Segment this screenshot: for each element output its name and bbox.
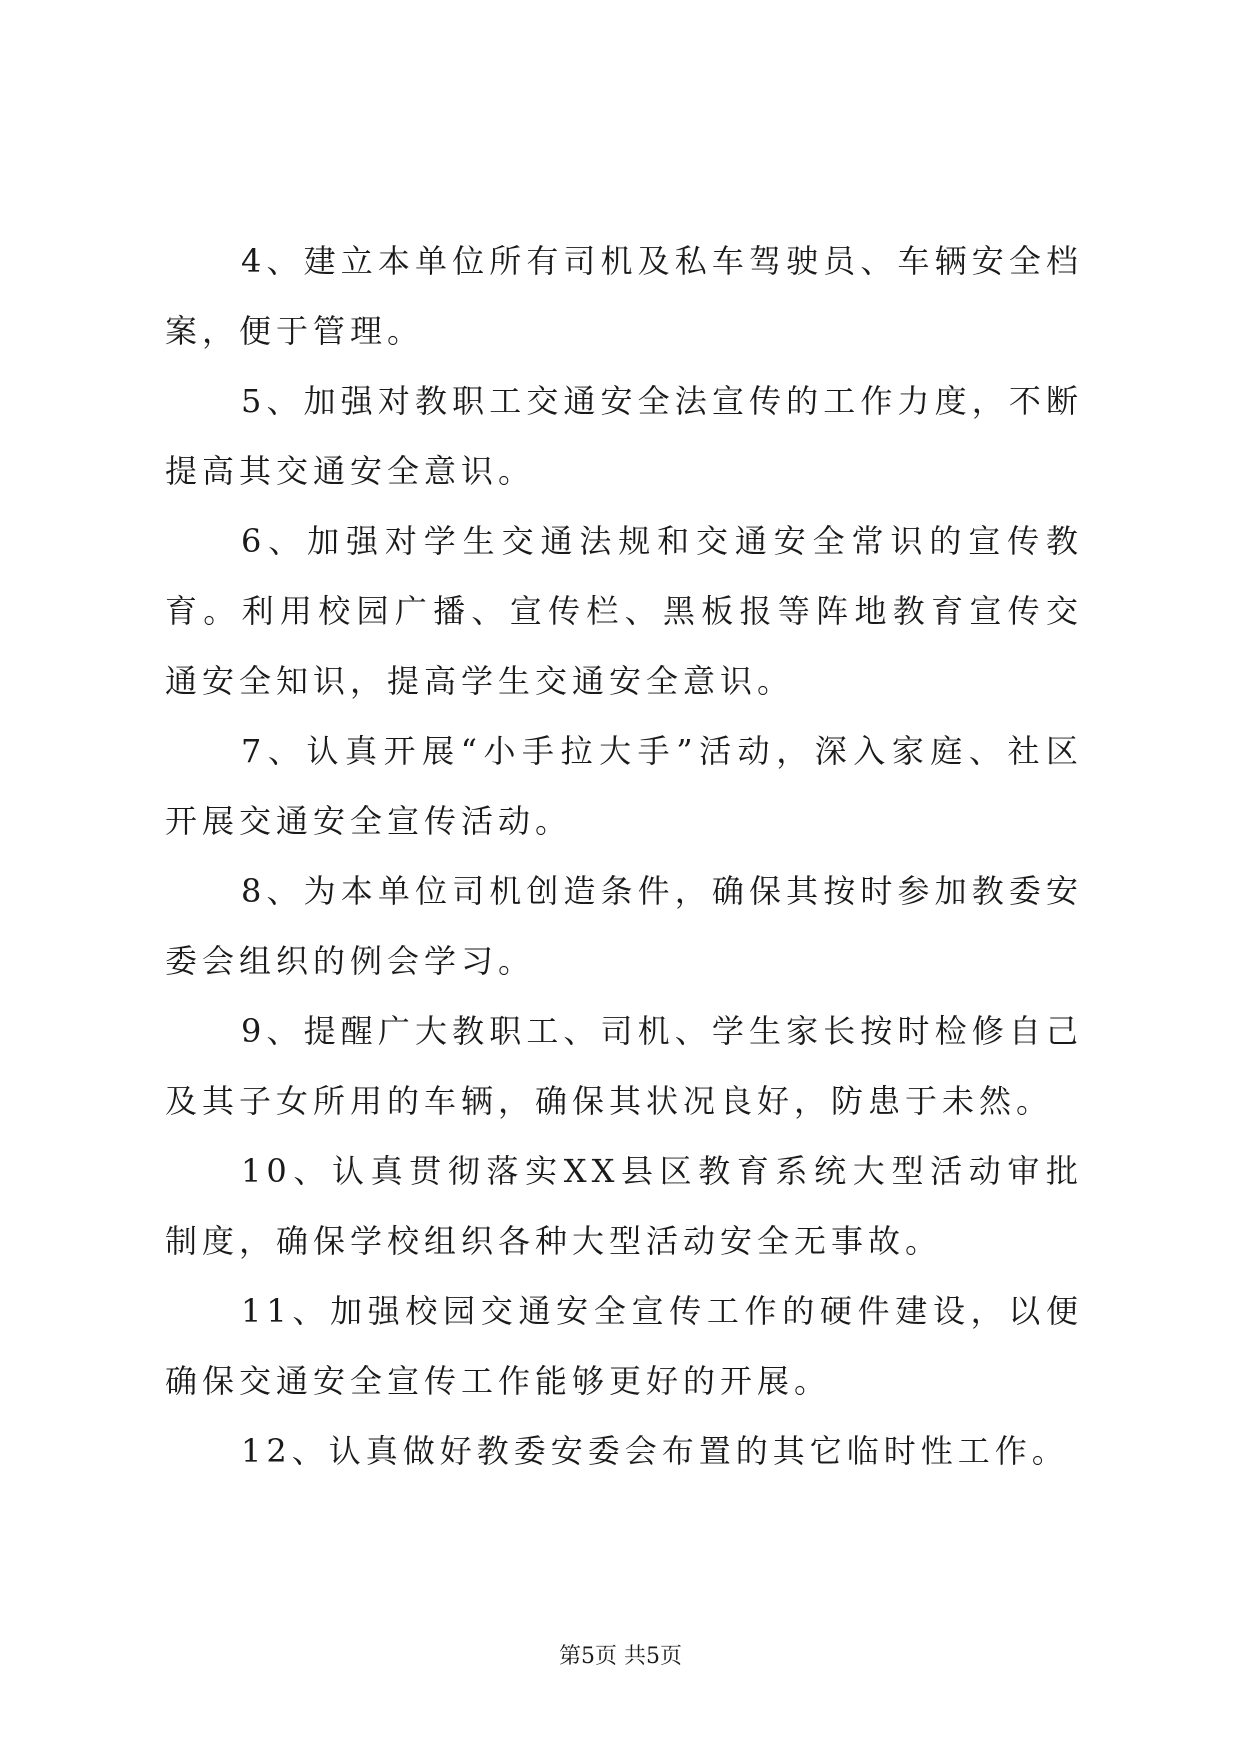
paragraph-item-7: 7、认真开展“小手拉大手”活动，深入家庭、社区开展交通安全宣传活动。 [165, 732, 1083, 840]
page-footer: 第5页 共5页 [559, 1644, 682, 1669]
paragraph-item-4: 4、建立本单位所有司机及私车驾驶员、车辆安全档案，便于管理。 [165, 242, 1083, 350]
paragraph-item-12: 12、认真做好教委安委会布置的其它临时性工作。 [241, 1432, 1069, 1470]
paragraph-item-10: 10、认真贯彻落实XX县区教育系统大型活动审批制度，确保学校组织各种大型活动安全无事故。 [165, 1152, 1083, 1260]
paragraph-item-11: 11、加强校园交通安全宣传工作的硬件建设，以便确保交通安全宣传工作能够更好的开展。 [165, 1292, 1083, 1400]
paragraph-item-9: 9、提醒广大教职工、司机、学生家长按时检修自己及其子女所用的车辆，确保其状况良好，防患于未然。 [165, 1012, 1083, 1120]
document-body [165, 226, 1083, 1486]
paragraph-item-6: 6、加强对学生交通法规和交通安全常识的宣传教育。利用校园广播、宣传栏、黑板报等阵地教育宣传交通安全知识，提高学生交通安全意识。 [165, 522, 1083, 700]
paragraph-item-8: 8、为本单位司机创造条件，确保其按时参加教委安委会组织的例会学习。 [165, 872, 1083, 980]
paragraph-item-5: 5、加强对教职工交通安全法宣传的工作力度，不断提高其交通安全意识。 [165, 382, 1083, 490]
